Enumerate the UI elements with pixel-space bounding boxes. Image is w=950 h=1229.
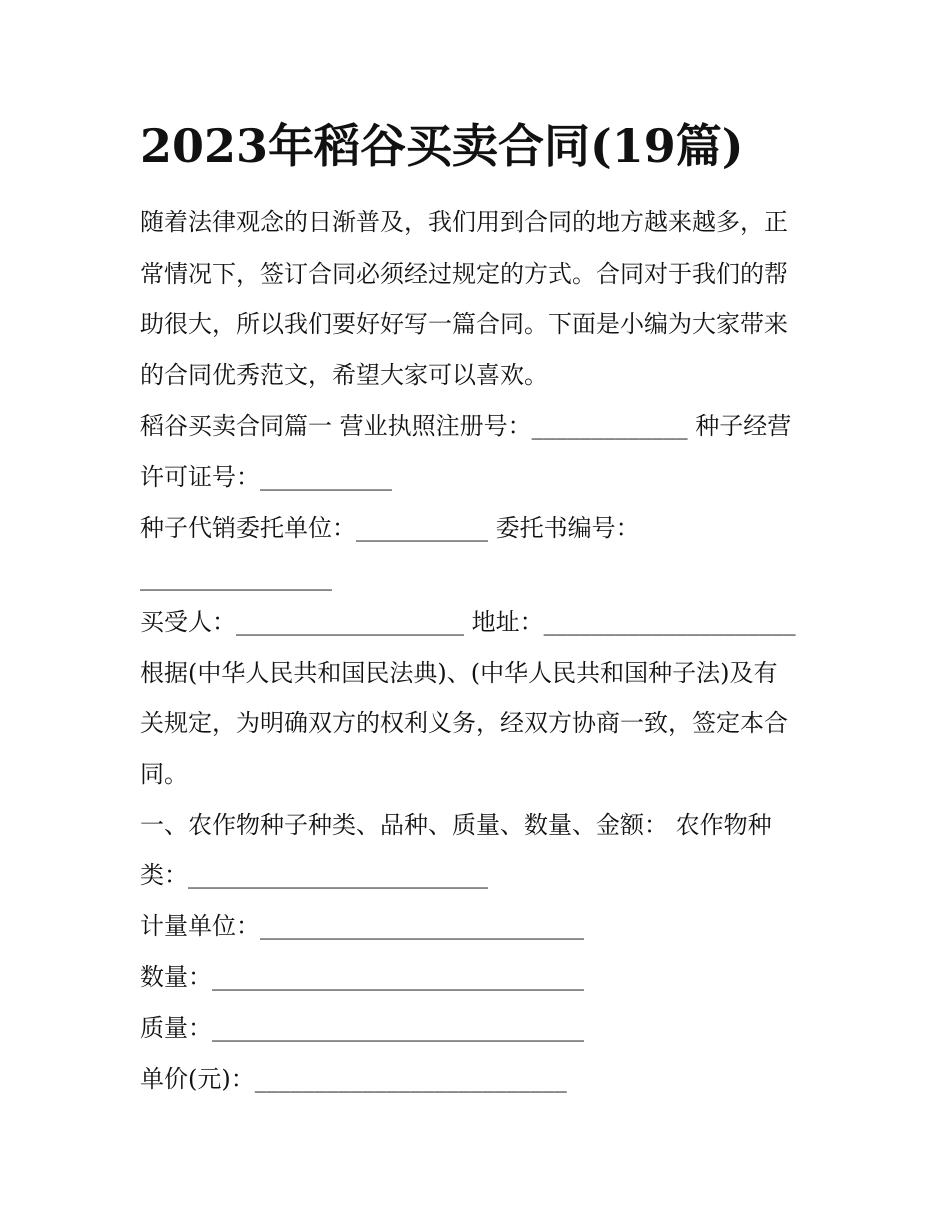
agent-number-blank: ________________ [140,563,332,591]
intro-line-4: 的合同优秀范文，希望大家可以喜欢。 [140,361,548,389]
legal-basis-line-3: 同。 [140,760,188,788]
unit-price-field: 单价(元)：__________________________ [140,1065,567,1093]
intro-line-3: 助很大，所以我们要好好写一篇合同。下面是小编为大家带来 [140,310,788,338]
agent-unit-line: 种子代销委托单位：___________ 委托书编号： [140,514,640,542]
permit-number-line: 许可证号：___________ [140,463,392,491]
document-title: 2023年稻谷买卖合同(19篇) [140,119,744,173]
section-one-heading: 一、农作物种子种类、品种、质量、数量、金额： 农作物种 [140,811,772,839]
license-number-line: 稻谷买卖合同篇一 营业执照注册号：_____________ 种子经营 [140,412,792,440]
legal-basis-line-1: 根据(中华人民共和国民法典)、(中华人民共和国种子法)及有 [140,659,778,687]
crop-type-field: 类：_________________________ [140,861,488,889]
legal-basis-line-2: 关规定，为明确双方的权利义务，经双方协商一致，签定本合 [140,709,788,737]
buyer-address-line: 买受人：___________________ 地址：_____________________ [140,608,796,636]
quality-field: 质量：_______________________________ [140,1014,584,1042]
unit-field: 计量单位：___________________________ [140,912,584,940]
intro-line-1: 随着法律观念的日渐普及，我们用到合同的地方越来越多，正 [140,208,788,236]
quantity-field: 数量：_______________________________ [140,963,584,991]
intro-line-2: 常情况下，签订合同必须经过规定的方式。合同对于我们的帮 [140,260,788,288]
